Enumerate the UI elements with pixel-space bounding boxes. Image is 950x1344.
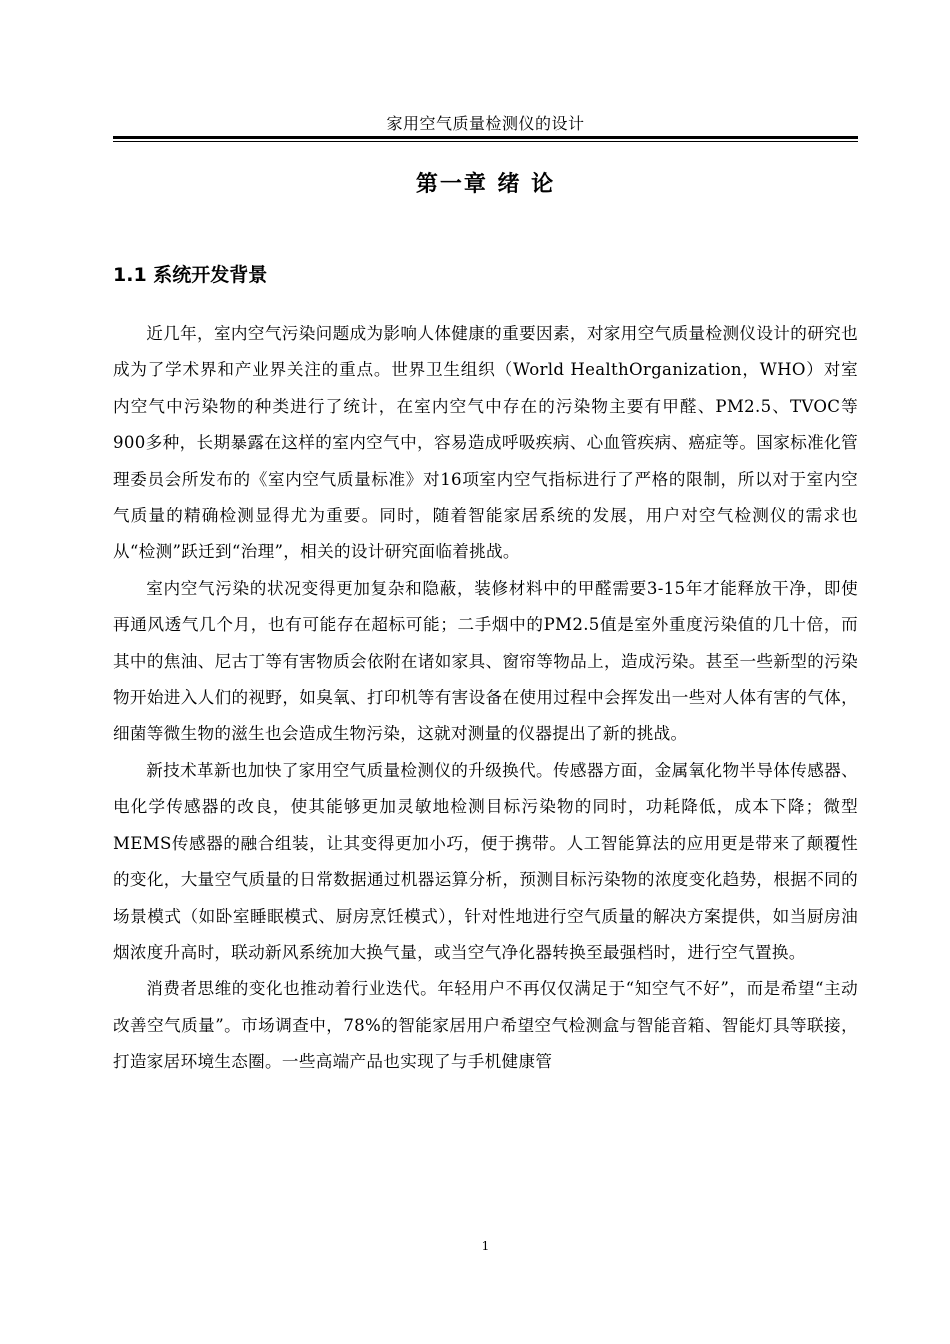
paragraph-4: 消费者思维的变化也推动着行业迭代。年轻用户不再仅仅满足于“知空气不好”，而是希望“主动改善空气质量”。市场调查中，78%的智能家居用户希望空气检测盒与智能音箱、智能灯具等联接，打造家居环境生态圈。一些高端产品也实现了与手机健康管 [113,979,858,1072]
chapter-title: 第一章 绪 论 [415,172,556,197]
paragraph-3: 新技术革新也加快了家用空气质量检测仪的升级换代。传感器方面，金属氧化物半导体传感器、电化学传感器的改良，使其能够更加灵敏地检测目标污染物的同时，功耗降低，成本下降；微型MEMS传感器的融合组装，让其变得更加小巧，便于携带。人工智能算法的应用更是带来了颠覆性的变化，大量空气质量的日常数据通过机器运算分析，预测目标污染物的浓度变化趋势，根据不同的场景模式（如卧室睡眠模式、厨房烹饪模式），针对性地进行空气质量的解决方案提供，如当厨房油烟浓度升高时，联动新风系统加大换气量，或当空气净化器转换至最强档时，进行空气置换。 [113,760,858,962]
paragraph-1: 近几年，室内空气污染问题成为影响人体健康的重要因素，对家用空气质量检测仪设计的研究也成为了学术界和产业界关注的重点。世界卫生组织（World HealthOrganization，WHO）对室内空气中污染物的种类进行了统计，在室内空气中存在的污染物主要有甲醛、PM2.5、TVOC等900多种，长期暴露在这样的室内空气中，容易造成呼吸疾病、心血管疾病、癌症等。国家标准化管理委员会所发布的《室内空气质量标准》对16项室内空气指标进行了严格的限制，所以对于室内空气质量的精确检测显得尤为重要。同时，随着智能家居系统的发展，用户对空气检测仪的需求也从“检测”跃迁到“治理”，相关的设计研究面临着挑战。 [113,324,858,562]
body-text [113,316,858,1081]
running-header: 家用空气质量检测仪的设计 [386,114,585,133]
header-rule-thin [113,141,858,142]
section-heading: 1.1 系统开发背景 [113,264,268,286]
header-rule-thick [113,136,858,139]
page-number: 1 [481,1239,490,1253]
paragraph-2: 室内空气污染的状况变得更加复杂和隐蔽，装修材料中的甲醛需要3-15年才能释放干净，即使再通风透气几个月，也有可能存在超标可能；二手烟中的PM2.5值是室外重度污染值的几十倍，而其中的焦油、尼古丁等有害物质会依附在诸如家具、窗帘等物品上，造成污染。甚至一些新型的污染物开始进入人们的视野，如臭氧、打印机等有害设备在使用过程中会挥发出一些对人体有害的气体，细菌等微生物的滋生也会造成生物污染，这就对测量的仪器提出了新的挑战。 [113,578,858,744]
